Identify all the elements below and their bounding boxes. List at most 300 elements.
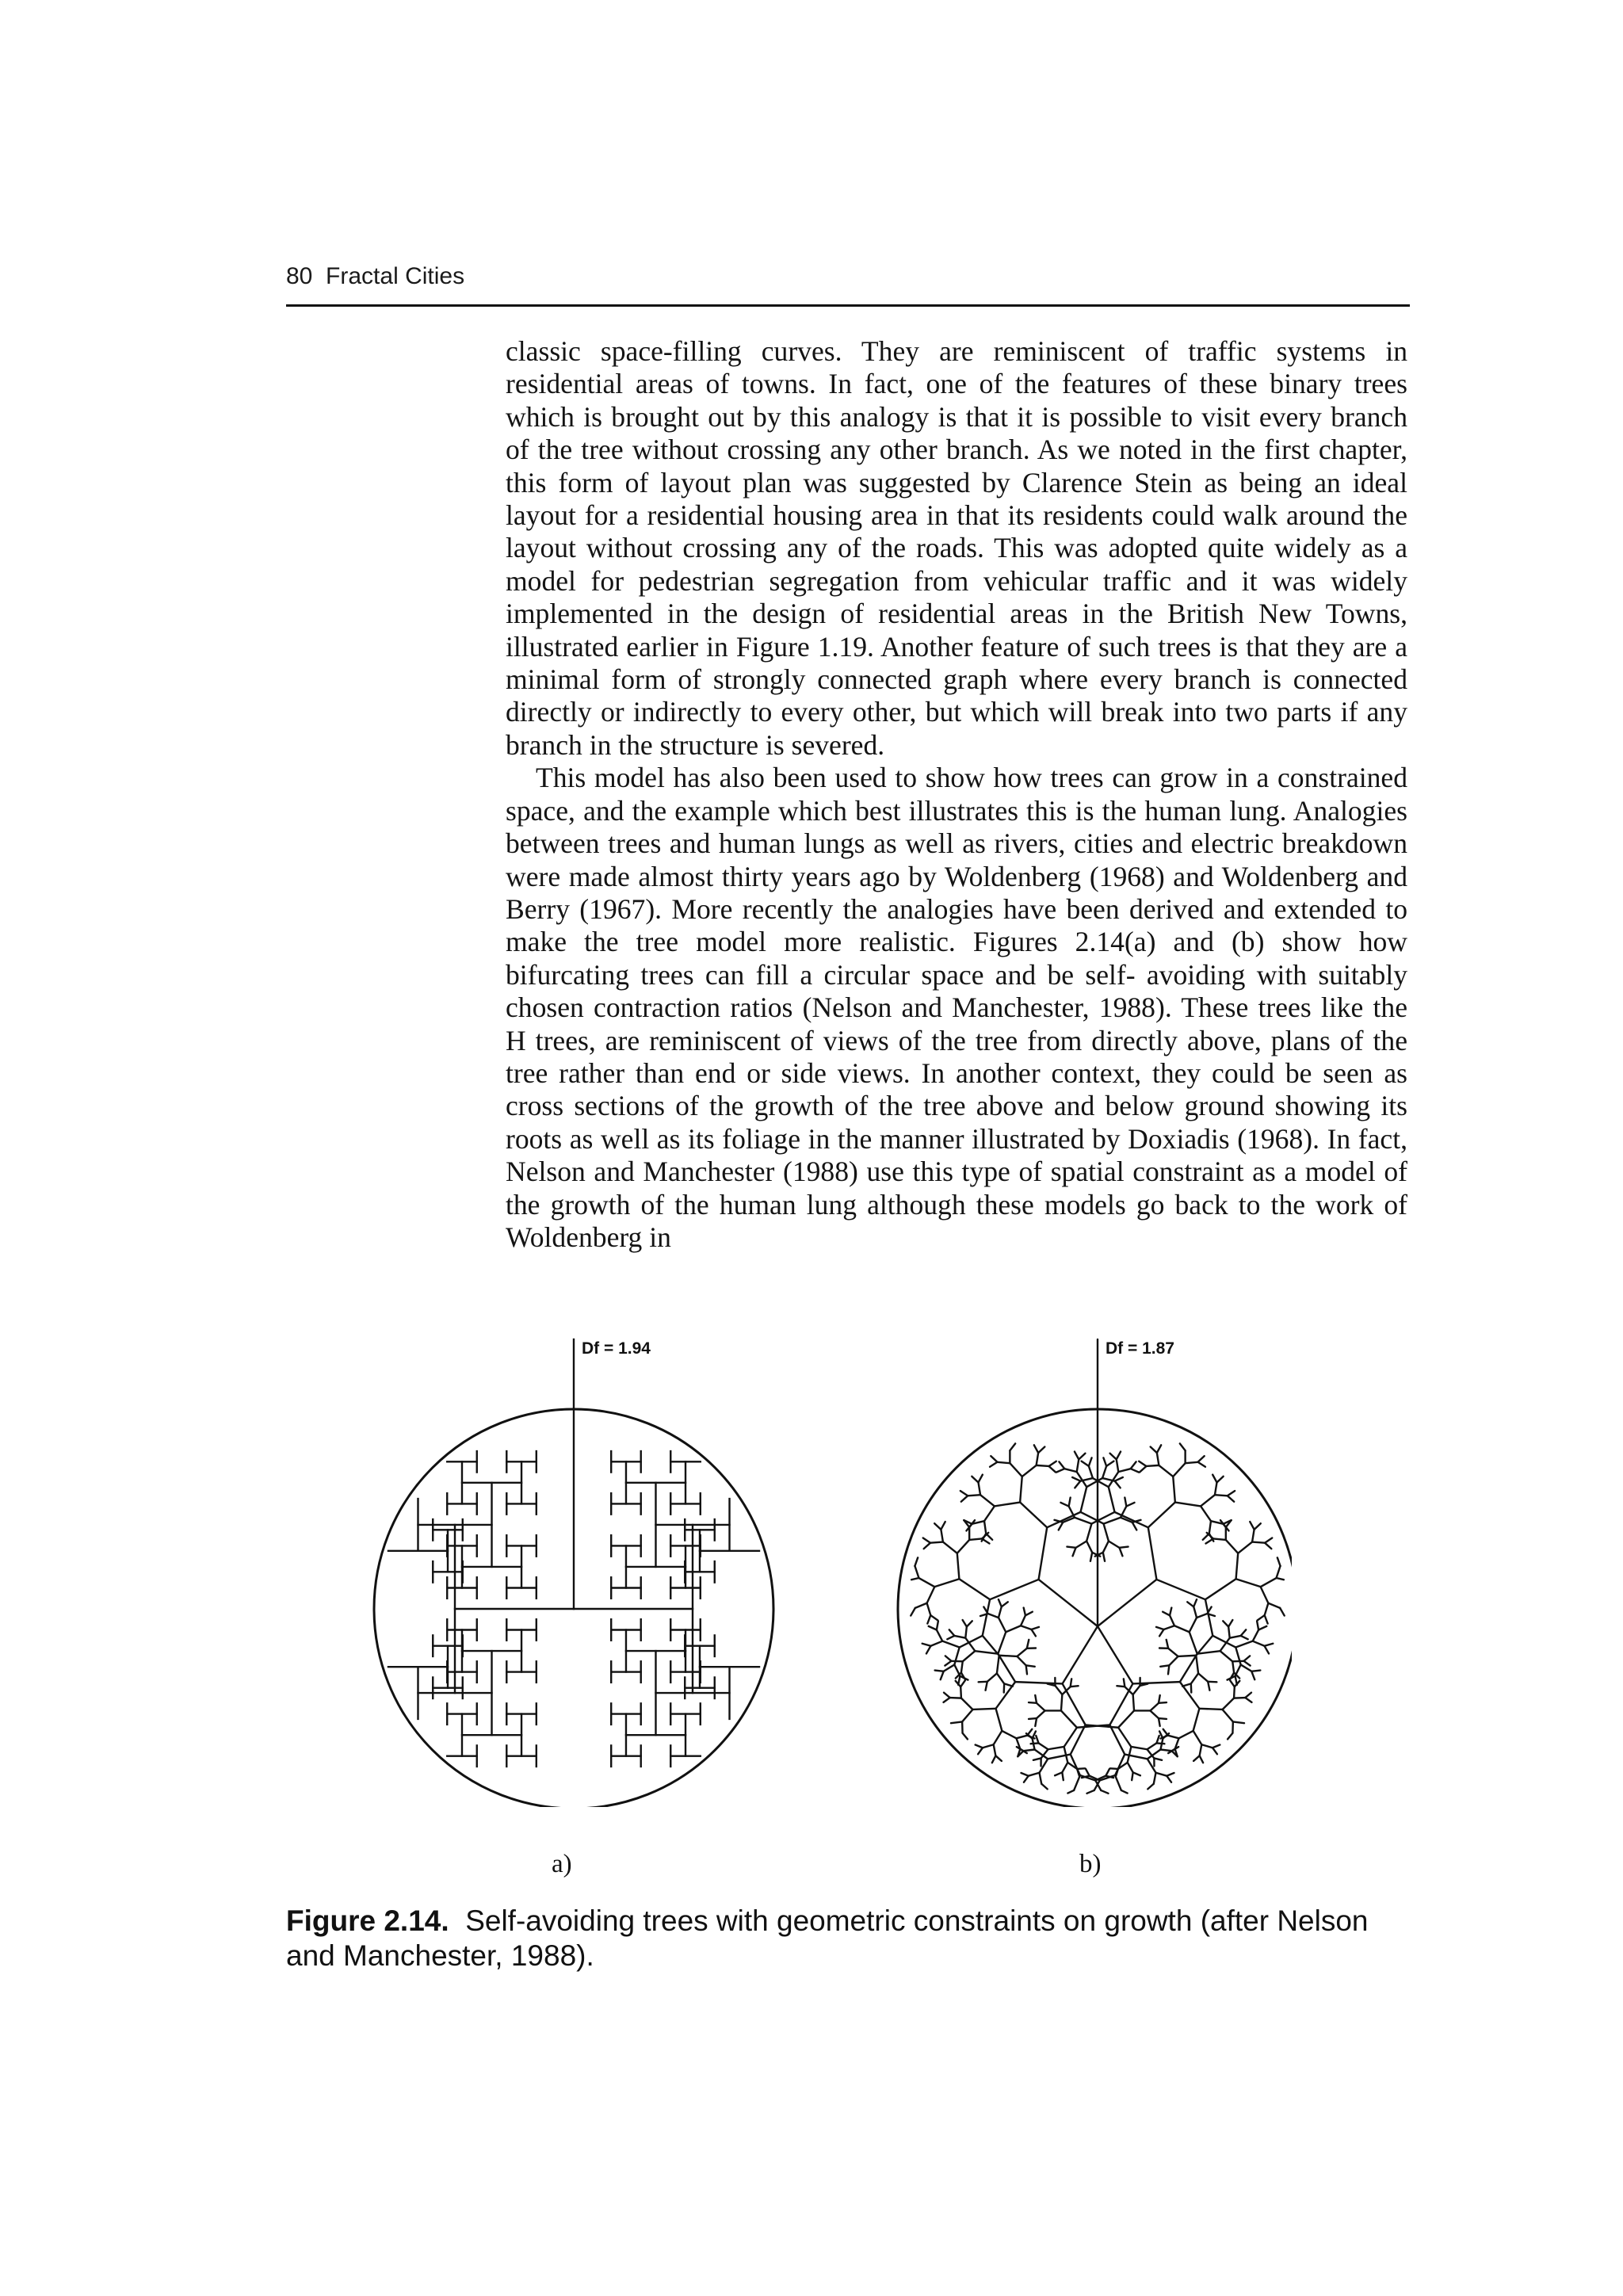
- tree-branch: [1167, 1773, 1174, 1776]
- tree-branch: [1075, 1481, 1080, 1488]
- tree-branch: [1131, 1461, 1136, 1469]
- tree-branch: [1196, 1656, 1198, 1674]
- tree-branch: [1086, 1524, 1091, 1541]
- tree-branch: [1244, 1656, 1251, 1660]
- tree-branch: [1055, 1772, 1062, 1775]
- tree-branch: [1230, 1680, 1235, 1687]
- tree-branch: [1121, 1790, 1128, 1794]
- tree-branch: [1031, 1743, 1039, 1744]
- tree-branch: [987, 1673, 997, 1681]
- tree-branch: [1119, 1548, 1122, 1556]
- tree-branch: [1035, 1718, 1037, 1726]
- tree-branch: [1156, 1580, 1205, 1599]
- running-head: [286, 263, 464, 290]
- tree-branch: [1117, 1459, 1119, 1472]
- tree-branch: [1197, 1614, 1207, 1618]
- tree-branch: [1265, 1538, 1272, 1542]
- tree-branch: [963, 1733, 968, 1740]
- tree-branch: [992, 1755, 996, 1763]
- tree-branch: [1103, 1457, 1106, 1466]
- tree-branch: [1160, 1665, 1169, 1666]
- tree-branch: [926, 1646, 931, 1654]
- tree-branch: [1159, 1702, 1167, 1703]
- tree-branch: [1200, 1755, 1204, 1763]
- tree-branch: [954, 1636, 965, 1638]
- tree-branch: [1131, 1469, 1139, 1472]
- tree-branch: [1024, 1608, 1025, 1616]
- tree-branch: [1103, 1553, 1105, 1561]
- tree-branch: [1223, 1698, 1235, 1710]
- tree-branch: [1200, 1744, 1202, 1755]
- tree-branch: [1061, 1694, 1062, 1710]
- tree-branch: [994, 1744, 996, 1755]
- tree-branch: [1170, 1615, 1174, 1626]
- tree-branch: [1082, 1461, 1089, 1466]
- tree-branch: [972, 1709, 995, 1710]
- tree-branch: [998, 1632, 1006, 1653]
- tree-branch: [1212, 1475, 1216, 1483]
- tree-branch: [1077, 1768, 1085, 1769]
- tree-branch: [1106, 1461, 1113, 1466]
- tree-branch: [1238, 1542, 1252, 1553]
- tree-branch: [984, 1506, 995, 1521]
- figure-2-14: [341, 1331, 1292, 1886]
- tree-branch: [1037, 1465, 1049, 1466]
- tree-branch: [1277, 1578, 1284, 1580]
- page-number: 80: [286, 263, 313, 289]
- tree-branch: [961, 1661, 963, 1672]
- tree-branch: [1104, 1518, 1121, 1524]
- tree-branch: [1212, 1748, 1217, 1754]
- tree-branch: [930, 1542, 943, 1543]
- tree-branch: [1062, 1772, 1063, 1780]
- tree-branch: [1253, 1641, 1265, 1646]
- tree-branch: [1126, 1503, 1134, 1507]
- header-rule: [286, 304, 1410, 307]
- tree-branch: [1209, 1521, 1211, 1534]
- tree-branch: [1223, 1710, 1233, 1721]
- tree-branch: [1128, 1763, 1133, 1772]
- tree-branch: [1055, 1686, 1062, 1694]
- tree-branch: [1232, 1661, 1234, 1672]
- tree-branch: [1089, 1466, 1093, 1478]
- tree-branch: [942, 1641, 959, 1648]
- tree-branch: [1280, 1608, 1285, 1616]
- tree-branch: [1230, 1636, 1241, 1638]
- tree-branch: [961, 1698, 973, 1710]
- tree-branch: [1167, 1776, 1171, 1782]
- tree-branch: [1258, 1615, 1265, 1620]
- tree-branch: [1159, 1465, 1173, 1477]
- tree-branch: [1252, 1530, 1254, 1542]
- tree-branch: [1190, 1618, 1197, 1632]
- tree-branch: [979, 1475, 983, 1483]
- tree-branch: [983, 1599, 990, 1636]
- tree-branch: [1155, 1773, 1167, 1776]
- tree-branch: [1234, 1687, 1235, 1698]
- tree-branch: [1064, 1469, 1076, 1472]
- tree-branch: [1061, 1710, 1077, 1727]
- tree-branch: [1132, 1522, 1137, 1530]
- tree-branch: [1245, 1698, 1251, 1702]
- tree-branch: [1201, 1506, 1211, 1521]
- tree-branch: [1036, 1736, 1038, 1743]
- tree-branch: [1056, 1469, 1064, 1472]
- tree-branch: [927, 1603, 931, 1615]
- tree-branch: [990, 1580, 1039, 1599]
- tree-branch: [1205, 1579, 1236, 1599]
- tree-branch: [1174, 1626, 1190, 1632]
- tree-branch: [1193, 1731, 1202, 1744]
- tree-branch: [944, 1698, 950, 1702]
- tree-branch: [1163, 1612, 1170, 1616]
- circle-boundary-b: [898, 1409, 1292, 1807]
- tree-branch: [1022, 1465, 1037, 1477]
- tree-branch: [1110, 1454, 1117, 1460]
- tree-branch: [1159, 1695, 1160, 1703]
- tree-branch: [1133, 1772, 1140, 1775]
- tree-branch: [1118, 1469, 1130, 1472]
- tree-branch: [1146, 1465, 1159, 1466]
- tree-branch: [995, 1755, 1002, 1761]
- tree-branch: [1159, 1718, 1160, 1726]
- tree-branch: [1006, 1626, 1021, 1632]
- tree-branch: [1179, 1731, 1193, 1738]
- tree-branch: [968, 1495, 980, 1496]
- tree-branch: [1148, 1503, 1175, 1528]
- tree-branch: [927, 1587, 935, 1603]
- tree-branch: [1168, 1665, 1169, 1674]
- tree-branch: [1148, 1784, 1154, 1790]
- tree-branch: [986, 1534, 992, 1540]
- tree-branch: [1193, 1755, 1200, 1761]
- tree-branch: [945, 1661, 951, 1666]
- tree-branch: [930, 1641, 942, 1646]
- tree-branch: [997, 1673, 1004, 1683]
- tree-branch: [951, 1661, 962, 1662]
- tree-branch: [1193, 1606, 1197, 1618]
- tree-branch: [1187, 1602, 1193, 1606]
- tree-branch: [983, 1744, 994, 1748]
- tree-branch: [947, 1636, 954, 1639]
- tree-branch: [1206, 1538, 1213, 1543]
- tree-branch: [1059, 1461, 1064, 1469]
- tree-branch: [1250, 1522, 1254, 1530]
- tree-branch: [1109, 1541, 1120, 1548]
- tree-branch: [1020, 1477, 1022, 1502]
- branching-tree-panel-b: [898, 1339, 1292, 1807]
- tree-branch: [1101, 1790, 1108, 1794]
- tree-branch: [976, 1745, 983, 1748]
- tree-branch: [922, 1644, 931, 1646]
- tree-branch: [1086, 1541, 1092, 1553]
- tree-branch: [1186, 1462, 1198, 1463]
- tree-branch: [999, 1606, 1002, 1618]
- tree-branch: [1268, 1603, 1280, 1608]
- tree-branch: [941, 1530, 943, 1542]
- tree-branch: [1244, 1661, 1251, 1666]
- sub-label-b: b): [1079, 1850, 1102, 1878]
- tree-branch: [1020, 1503, 1047, 1528]
- tree-branch: [929, 1626, 937, 1630]
- tree-branch: [1232, 1661, 1243, 1662]
- tree-branch: [1236, 1553, 1239, 1579]
- tree-branch: [1080, 1487, 1086, 1512]
- tree-branch: [995, 1503, 1020, 1507]
- figure-drawing: [341, 1331, 1292, 1807]
- tree-branch: [997, 1462, 1010, 1463]
- tree-branch: [1168, 1648, 1178, 1656]
- tree-branch: [957, 1553, 960, 1579]
- tree-branch: [963, 1651, 976, 1661]
- tree-branch: [941, 1671, 944, 1679]
- tree-branch: [1157, 1453, 1159, 1465]
- tree-branch: [1072, 1477, 1080, 1481]
- tree-branch: [1261, 1587, 1269, 1603]
- tree-branch: [996, 1709, 1002, 1731]
- tree-branch: [1010, 1463, 1022, 1477]
- tree-branch: [1156, 1743, 1164, 1744]
- tree-branch: [1216, 1477, 1223, 1483]
- tree-branch: [1125, 1687, 1132, 1694]
- tree-branch: [1241, 1636, 1248, 1639]
- tree-branch: [1033, 1758, 1041, 1759]
- tree-branch: [1265, 1615, 1268, 1623]
- tree-branch: [1002, 1731, 1016, 1738]
- tree-branch: [1167, 1640, 1168, 1648]
- tree-branch: [969, 1538, 982, 1539]
- tree-branch: [1063, 1626, 1098, 1683]
- tree-branch: [1061, 1503, 1069, 1507]
- tree-branch: [941, 1522, 945, 1530]
- tree-branch: [1245, 1693, 1251, 1698]
- tree-branch: [934, 1579, 959, 1587]
- tree-branch: [980, 1495, 995, 1506]
- tree-branch: [1032, 1627, 1039, 1629]
- tree-branch: [1150, 1703, 1159, 1711]
- tree-branch: [1086, 1769, 1090, 1776]
- tree-branch: [1198, 1462, 1205, 1467]
- tree-branch: [1220, 1651, 1233, 1661]
- tree-branch: [1023, 1749, 1034, 1751]
- tree-branch: [937, 1630, 942, 1641]
- tree-branch: [1115, 1477, 1123, 1481]
- paragraph-1: classic space-filling curves. They are reminiscent of traffic systems in residential areas of towns. In fact, one of the features of these binary trees which is brought out by this analogy is that it is possible to visit every branch of the tree without crossing any other branch. As we noted in the first chapter, this form of layout plan was suggested by Clarence Stein as being an ideal layout for a residential housing area in that its residents could walk around the layout without crossing any of the roads. This was adopted quite widely as a model for pedestrian segregation from vehicular traffic and it was widely implemented in the design of residential areas in the British New Towns, illustrated earlier in Figure 1.19. Another feature of such trees is that they are a minimal form of strongly connected graph where every branch is connected directly or indirectly to every other, but which will break into two parts if any branch in the structure is severed.: [506, 335, 1407, 761]
- tree-branch: [1115, 1481, 1121, 1488]
- tree-branch: [965, 1627, 967, 1638]
- tree-branch: [1017, 1648, 1026, 1656]
- tree-branch: [1150, 1710, 1159, 1718]
- tree-branch: [923, 1538, 930, 1542]
- tree-branch: [1212, 1745, 1220, 1748]
- tree-branch: [1173, 1463, 1185, 1477]
- tree-branch: [1103, 1541, 1109, 1553]
- tree-branch: [1213, 1538, 1226, 1539]
- tree-branch: [1228, 1496, 1234, 1501]
- tree-branch: [1098, 1626, 1132, 1683]
- tree-branch: [1102, 1466, 1106, 1478]
- tree-branch: [1233, 1721, 1244, 1723]
- tree-branch: [1025, 1612, 1033, 1616]
- tree-branch: [1199, 1709, 1222, 1710]
- tree-branch: [1258, 1626, 1266, 1630]
- tree-branch: [962, 1710, 972, 1721]
- tree-branch: [1071, 1686, 1079, 1687]
- tree-branch: [1033, 1739, 1035, 1750]
- tree-branch: [1277, 1557, 1281, 1566]
- tree-branch: [994, 1731, 1002, 1744]
- tree-branch: [1265, 1543, 1271, 1549]
- tree-branch: [1021, 1615, 1025, 1626]
- tree-branch: [930, 1615, 938, 1620]
- tree-branch: [1037, 1703, 1045, 1711]
- tree-branch: [959, 1579, 990, 1599]
- tree-branch: [1024, 1776, 1029, 1782]
- sub-label-a: a): [552, 1850, 572, 1878]
- tree-branch: [1119, 1547, 1128, 1548]
- tree-branch: [991, 1456, 997, 1462]
- tree-branch: [1193, 1709, 1200, 1731]
- tree-branch: [943, 1542, 957, 1553]
- tree-branch: [1077, 1459, 1079, 1472]
- tree-branch: [1180, 1443, 1186, 1450]
- tree-branch: [978, 1748, 983, 1754]
- tree-branch: [1156, 1736, 1159, 1743]
- tree-branch: [1089, 1457, 1092, 1466]
- tree-branch: [1228, 1491, 1235, 1496]
- tree-branch: [1241, 1629, 1247, 1636]
- tree-branch: [1156, 1627, 1163, 1629]
- tree-branch: [1010, 1443, 1015, 1450]
- tree-branch: [1087, 1790, 1094, 1794]
- tree-branch: [1190, 1632, 1197, 1653]
- tree-branch: [1075, 1452, 1079, 1460]
- tree-branch: [988, 1614, 999, 1618]
- tree-branch: [1098, 1580, 1156, 1626]
- tree-branch: [1069, 1498, 1071, 1507]
- tree-branch: [972, 1477, 978, 1483]
- tree-branch: [1109, 1725, 1125, 1754]
- tree-branch: [1076, 1541, 1087, 1548]
- tree-branch: [1074, 1775, 1080, 1790]
- tree-branch: [1035, 1695, 1037, 1703]
- tree-branch: [1253, 1630, 1258, 1641]
- tree-branch: [1157, 1445, 1161, 1453]
- tree-branch: [1131, 1747, 1147, 1749]
- tree-branch: [1090, 1553, 1092, 1561]
- tree-branch: [1029, 1718, 1037, 1719]
- tree-branch: [911, 1608, 915, 1616]
- tree-branch: [960, 1491, 968, 1496]
- tree-branch: [1073, 1548, 1076, 1556]
- tree-branch: [915, 1566, 918, 1578]
- tree-branch: [1109, 1487, 1115, 1512]
- tree-branch: [937, 1622, 938, 1630]
- tree-branch: [1037, 1710, 1045, 1718]
- tree-branch: [945, 1656, 952, 1660]
- paragraph-2: This model has also been used to show how trees can grow in a constrained space, and the example which best illustrates this is the human lung. Analogies between trees and human lungs as well as rivers, cities and electric breakdown were made almost thirty years ago by Woldenberg (1968) and Woldenberg and Berry (1967). More recently the analogies have been derived and extended to make the tree model more realistic. Figures 2.14(a) and (b) show how bifurcating trees can fill a circular space and be self- avoiding with suitably chosen contraction ratios (Nelson and Manchester, 1988). These trees like the H trees, are reminiscent of views of the tree from directly above, plans of the tree rather than end or side views. In another context, they could be seen as cross sections of the growth of the tree above and below ground showing its roots as well as its foliage in the manner illustrated by Doxiadis (1968). In fact, Nelson and Manchester (1988) use this type of spatial constraint as a model of the growth of the human lung although these models go back to the work of Woldenberg in: [506, 762, 1407, 1253]
- tree-branch: [1148, 1527, 1157, 1580]
- tree-branch: [1079, 1454, 1085, 1460]
- tree-branch: [1059, 1522, 1064, 1530]
- tree-branch: [1191, 1673, 1198, 1683]
- tree-branch: [1133, 1694, 1134, 1710]
- tree-branch: [1173, 1477, 1175, 1502]
- tree-branch: [1228, 1733, 1232, 1740]
- tree-branch: [997, 1656, 999, 1674]
- tree-branch: [1257, 1622, 1258, 1630]
- tree-branch: [1175, 1503, 1201, 1507]
- tree-branch: [1117, 1686, 1125, 1687]
- tree-branch: [1154, 1773, 1156, 1784]
- tree-branch: [1067, 1547, 1075, 1548]
- tree-branch: [1252, 1542, 1265, 1543]
- tree-branch: [1075, 1518, 1091, 1524]
- tree-branch: [1208, 1682, 1216, 1683]
- tree-branch: [1228, 1627, 1230, 1638]
- tree-branch: [1124, 1679, 1125, 1687]
- tree-branch: [1017, 1656, 1025, 1665]
- tree-branch: [960, 1680, 965, 1687]
- tree-branch: [915, 1603, 927, 1608]
- tree-branch: [1063, 1683, 1086, 1725]
- tree-branch: [911, 1578, 918, 1580]
- tree-branch: [1169, 1656, 1178, 1665]
- tree-branch: [951, 1721, 962, 1723]
- tree-branch: [1110, 1768, 1118, 1769]
- tree-branch: [1151, 1446, 1157, 1453]
- tree-branch: [1032, 1629, 1036, 1636]
- tree-branch: [1091, 1512, 1114, 1524]
- tree-branch: [1170, 1608, 1171, 1616]
- tree-branch: [1104, 1524, 1109, 1541]
- tree-branch: [1154, 1758, 1162, 1759]
- tree-branch: [1215, 1482, 1217, 1495]
- tree-branch: [1106, 1769, 1109, 1776]
- tree-branch: [1198, 1456, 1205, 1462]
- tree-branch: [979, 1682, 987, 1683]
- tree-branch: [1265, 1646, 1270, 1654]
- tree-branch: [1215, 1495, 1228, 1496]
- tree-branch: [984, 1521, 986, 1534]
- tree-branch: [1026, 1665, 1027, 1674]
- tree-branch: [1205, 1599, 1212, 1636]
- tree-branch: [1049, 1461, 1056, 1466]
- tree-branch: [1180, 1682, 1200, 1709]
- tree-branch: [979, 1482, 981, 1495]
- running-title: Fractal Cities: [326, 263, 465, 289]
- tree-branch: [1277, 1566, 1281, 1578]
- tree-branch: [1139, 1461, 1146, 1466]
- tree-branch: [1168, 1736, 1179, 1739]
- tree-branch: [963, 1620, 967, 1627]
- tree-branch: [1265, 1644, 1274, 1646]
- df-label-b: Df = 1.87: [1106, 1339, 1174, 1358]
- tree-branch: [1193, 1599, 1197, 1606]
- tree-branch: [1117, 1452, 1121, 1460]
- tree-branch: [1048, 1747, 1064, 1749]
- tree-branch: [1235, 1641, 1252, 1648]
- df-label-a: Df = 1.94: [582, 1339, 651, 1358]
- tree-branch: [1034, 1445, 1038, 1453]
- tree-branch: [986, 1682, 987, 1690]
- tree-branch: [1037, 1453, 1039, 1465]
- tree-branch: [927, 1615, 930, 1623]
- tree-branch: [949, 1629, 955, 1636]
- tree-branch: [1133, 1686, 1140, 1694]
- tree-branch: [1226, 1540, 1238, 1553]
- tree-branch: [961, 1496, 968, 1501]
